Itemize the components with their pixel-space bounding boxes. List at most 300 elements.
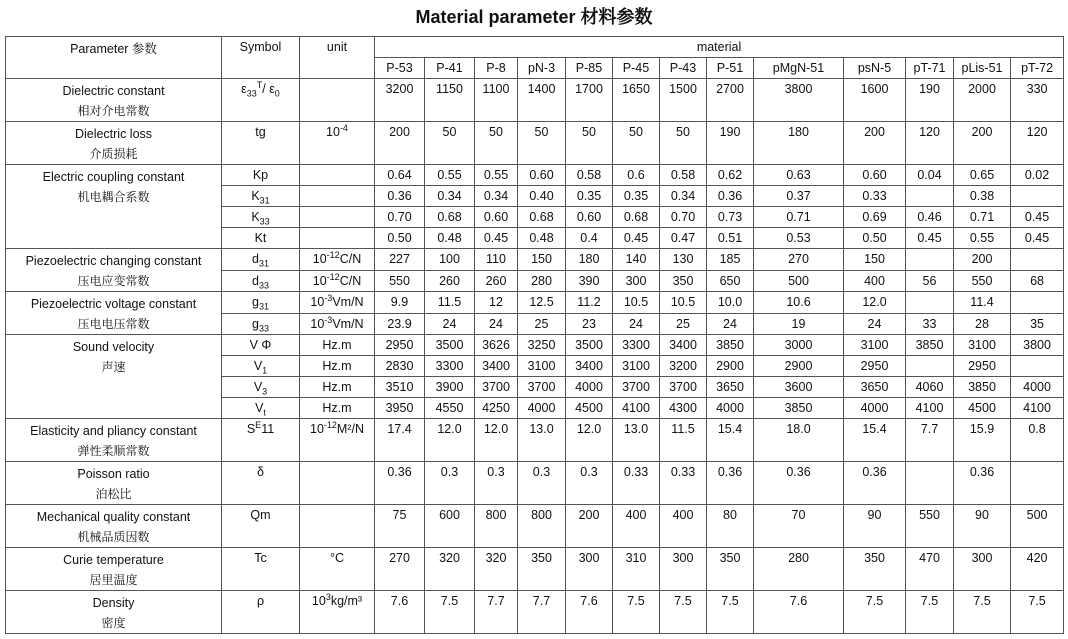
value-cell: 470 [906,548,954,591]
symbol-cell [222,186,300,207]
value-cell [1011,249,1064,271]
parameter-name-cell [6,505,222,548]
unit-cell [300,462,375,505]
value-cell: 0.36 [844,462,906,505]
symbol-cell [222,228,300,249]
table-row [6,505,1064,548]
value-cell: 33 [906,313,954,335]
value-cell: 200 [566,505,613,548]
value-cell: 7.5 [1011,591,1064,634]
value-cell: 0.63 [754,165,844,186]
value-cell: 2830 [375,356,425,377]
unit-base: Hz.m [322,380,352,394]
value-cell: 420 [1011,548,1064,591]
value-cell: 4000 [707,398,754,419]
table-row [6,548,1064,591]
value-cell: 227 [375,249,425,271]
value-cell: 2000 [954,79,1011,122]
value-cell: 650 [707,270,754,292]
value-cell: 4000 [844,398,906,419]
symbol-text: Qm [250,508,271,522]
value-cell: 3200 [375,79,425,122]
material-header-p-45: P-45 [613,58,660,79]
value-cell: 0.33 [660,462,707,505]
value-cell: 0.65 [954,165,1011,186]
value-cell: 330 [1011,79,1064,122]
value-cell: 4060 [906,377,954,398]
value-cell: 90 [844,505,906,548]
value-cell [906,356,954,377]
value-cell: 3850 [906,335,954,356]
material-header-p-53: P-53 [375,58,425,79]
value-cell: 3700 [475,377,518,398]
value-cell: 24 [844,313,906,335]
parameter-name-en: Sound velocity [72,340,155,354]
unit-cell [300,505,375,548]
value-cell: 190 [906,79,954,122]
symbol-cell [222,505,300,548]
value-cell: 3650 [707,377,754,398]
value-cell: 0.36 [375,462,425,505]
unit-cell [300,165,375,186]
parameter-name-en: Piezoelectric voltage constant [30,297,197,311]
value-cell: 350 [707,548,754,591]
value-cell: 200 [375,122,425,165]
material-parameter-table [5,36,1064,634]
symbol-subscript: 33 [258,280,269,291]
value-cell: 550 [954,270,1011,292]
unit-suffix: C/N [339,273,362,288]
value-cell: 390 [566,270,613,292]
symbol-cell [222,591,300,634]
parameter-name-cell [6,462,222,505]
value-cell: 150 [518,249,566,271]
value-cell: 75 [375,505,425,548]
value-cell: 190 [707,122,754,165]
symbol-subscript: 31 [258,301,269,312]
symbol-suffix: 11 [261,422,275,436]
symbol-text: Kt [254,231,267,245]
unit-base: 10 [310,295,325,310]
table-row [6,122,1064,165]
symbol-text: K [251,189,260,203]
value-cell: 28 [954,313,1011,335]
parameter-name-en: Mechanical quality constant [36,510,191,524]
value-cell: 0.47 [660,228,707,249]
parameter-name-cn: 声速 [101,360,126,374]
unit-base: Hz.m [322,338,352,352]
value-cell: 90 [954,505,1011,548]
value-cell [906,292,954,314]
value-cell: 800 [518,505,566,548]
value-cell: 3900 [425,377,475,398]
value-cell: 7.5 [906,591,954,634]
value-cell: 7.6 [566,591,613,634]
value-cell: 2950 [375,335,425,356]
value-cell: 3100 [844,335,906,356]
parameter-name-en: Density [92,596,135,610]
material-header-p-51: P-51 [707,58,754,79]
value-cell: 300 [954,548,1011,591]
value-cell: 50 [566,122,613,165]
value-cell: 270 [754,249,844,271]
value-cell [1011,462,1064,505]
table-row [6,249,1064,271]
unit-exponent: -12 [323,419,337,430]
value-cell: 500 [754,270,844,292]
value-cell: 4500 [566,398,613,419]
value-cell: 1600 [844,79,906,122]
symbol-cell [222,79,300,122]
value-cell: 400 [613,505,660,548]
unit-cell [300,419,375,462]
value-cell: 50 [475,122,518,165]
symbol-text: Tc [254,551,267,565]
parameter-name-cell [6,591,222,634]
value-cell: 300 [566,548,613,591]
value-cell: 550 [375,270,425,292]
value-cell: 3300 [425,356,475,377]
value-cell: 0.36 [954,462,1011,505]
value-cell: 0.04 [906,165,954,186]
value-cell: 0.48 [425,228,475,249]
value-cell: 3250 [518,335,566,356]
symbol-cell [222,462,300,505]
value-cell: 0.71 [754,207,844,228]
value-cell: 19 [754,313,844,335]
unit-exponent: -12 [326,271,340,282]
material-header-p-85: P-85 [566,58,613,79]
value-cell [1011,356,1064,377]
value-cell: 320 [475,548,518,591]
value-cell: 0.02 [1011,165,1064,186]
unit-base: 10 [310,422,324,436]
value-cell: 1650 [613,79,660,122]
symbol-subscript: 3 [262,386,268,397]
value-cell: 0.60 [566,207,613,228]
value-cell: 3700 [613,377,660,398]
value-cell: 0.34 [475,186,518,207]
symbol-superscript: E [255,419,262,430]
value-cell: 130 [660,249,707,271]
value-cell: 2900 [754,356,844,377]
value-cell: 17.4 [375,419,425,462]
value-cell: 150 [844,249,906,271]
table-row [6,292,1064,314]
value-cell: 3100 [518,356,566,377]
value-cell: 11.5 [660,419,707,462]
unit-suffix: Vm/N [332,316,364,331]
value-cell: 4000 [518,398,566,419]
table-row [6,79,1064,122]
value-cell: 12.5 [518,292,566,314]
symbol-text: V [253,359,263,373]
value-cell: 7.7 [906,419,954,462]
value-cell: 0.70 [375,207,425,228]
value-cell: 200 [954,249,1011,271]
value-cell: 110 [475,249,518,271]
value-cell: 4100 [1011,398,1064,419]
unit-cell [300,335,375,356]
value-cell: 0.55 [954,228,1011,249]
value-cell: 0.4 [566,228,613,249]
symbol-subscript: 31 [258,258,269,269]
value-cell: 0.45 [1011,207,1064,228]
value-cell: 3400 [475,356,518,377]
unit-cell [300,548,375,591]
symbol-cell [222,270,300,292]
symbol-text: d [252,273,259,288]
value-cell: 0.68 [425,207,475,228]
symbol-subscript: 33 [258,323,269,334]
value-cell: 35 [1011,313,1064,335]
value-cell: 0.34 [660,186,707,207]
unit-cell [300,313,375,335]
value-cell: 4300 [660,398,707,419]
value-cell: 280 [518,270,566,292]
value-cell: 4250 [475,398,518,419]
symbol-text: δ [257,465,264,479]
value-cell: 70 [754,505,844,548]
symbol-subscript: 31 [259,195,270,206]
unit-cell [300,79,375,122]
value-cell: 12.0 [425,419,475,462]
value-cell: 0.33 [844,186,906,207]
value-cell: 350 [660,270,707,292]
parameter-name-en: Poisson ratio [77,467,150,481]
value-cell: 0.60 [518,165,566,186]
header-symbol: Symbol [222,37,300,79]
parameter-name-cell [6,548,222,591]
parameter-name-cn: 弹性柔顺常数 [77,444,150,458]
value-cell: 7.6 [375,591,425,634]
value-cell: 3400 [660,335,707,356]
table-row [6,335,1064,356]
value-cell: 200 [954,122,1011,165]
symbol-subscript: 33 [259,216,270,227]
symbol-cell [222,122,300,165]
unit-cell [300,356,375,377]
value-cell: 1700 [566,79,613,122]
value-cell: 68 [1011,270,1064,292]
value-cell: 550 [906,505,954,548]
value-cell [906,249,954,271]
symbol-cell [222,335,300,356]
value-cell: 7.5 [425,591,475,634]
value-cell: 3650 [844,377,906,398]
unit-cell [300,207,375,228]
value-cell: 2900 [707,356,754,377]
value-cell: 350 [518,548,566,591]
unit-cell [300,270,375,292]
unit-cell [300,398,375,419]
value-cell: 50 [660,122,707,165]
value-cell: 3100 [954,335,1011,356]
parameter-name-cn: 泊松比 [95,487,132,501]
unit-base: Hz.m [322,401,352,415]
unit-suffix: M²/N [336,422,364,436]
symbol-text: tg [255,125,266,139]
material-header-plis-51: pLis-51 [954,58,1011,79]
symbol-subscript: t [263,407,266,418]
value-cell: 7.5 [707,591,754,634]
symbol-cell [222,207,300,228]
value-cell: 4000 [1011,377,1064,398]
value-cell: 0.38 [954,186,1011,207]
value-cell: 24 [613,313,660,335]
value-cell: 0.58 [566,165,613,186]
value-cell: 0.36 [707,462,754,505]
value-cell: 10.6 [754,292,844,314]
value-cell: 7.7 [518,591,566,634]
value-cell: 0.62 [707,165,754,186]
symbol-suffix: / ε [262,82,275,96]
value-cell: 2700 [707,79,754,122]
header-row [6,37,1064,58]
unit-suffix: Vm/N [332,295,364,310]
symbol-subscript: 0 [274,88,280,99]
value-cell [1011,186,1064,207]
parameter-name-en: Electric coupling constant [42,170,185,184]
symbol-cell [222,419,300,462]
material-header-psn-5: psN-5 [844,58,906,79]
value-cell: 0.3 [518,462,566,505]
value-cell: 120 [906,122,954,165]
value-cell: 0.45 [475,228,518,249]
value-cell: 140 [613,249,660,271]
value-cell: 0.36 [375,186,425,207]
value-cell: 4550 [425,398,475,419]
value-cell: 3626 [475,335,518,356]
unit-cell [300,377,375,398]
value-cell: 0.69 [844,207,906,228]
value-cell: 11.5 [425,292,475,314]
value-cell: 7.6 [754,591,844,634]
parameter-name-cn: 压电电压常数 [77,317,150,331]
parameter-name-cn: 居里温度 [89,573,138,587]
unit-base: 10 [312,273,327,288]
page-title: Material parameter 材料参数 [415,7,653,27]
value-cell: 500 [1011,505,1064,548]
value-cell: 0.50 [844,228,906,249]
symbol-subscript: 33 [246,88,257,99]
value-cell: 1400 [518,79,566,122]
value-cell: 7.5 [844,591,906,634]
value-cell: 3100 [613,356,660,377]
unit-suffix: kg/m³ [330,594,363,608]
value-cell: 7.5 [660,591,707,634]
value-cell: 3850 [754,398,844,419]
symbol-text: ρ [256,594,265,608]
value-cell: 3800 [754,79,844,122]
value-cell: 0.34 [425,186,475,207]
symbol-cell [222,249,300,271]
symbol-text: V [255,401,264,415]
unit-base: 10 [310,316,325,331]
symbol-text: V [253,380,263,394]
value-cell: 15.4 [707,419,754,462]
symbol-cell [222,165,300,186]
value-cell: 0.64 [375,165,425,186]
parameter-name-cn: 相对介电常数 [77,104,150,118]
value-cell: 200 [844,122,906,165]
symbol-text: Kp [252,168,269,182]
value-cell: 50 [425,122,475,165]
symbol-text: K [251,210,260,224]
value-cell: 185 [707,249,754,271]
value-cell: 400 [660,505,707,548]
value-cell: 800 [475,505,518,548]
symbol-cell [222,313,300,335]
value-cell: 100 [425,249,475,271]
unit-exponent: -3 [324,293,333,304]
unit-exponent: 3 [325,591,331,602]
parameter-name-cn: 机械品质因数 [77,530,150,544]
value-cell: 0.68 [613,207,660,228]
value-cell: 12.0 [844,292,906,314]
table-row [6,591,1064,634]
value-cell: 4500 [954,398,1011,419]
symbol-cell [222,377,300,398]
parameter-name-cn: 机电耦合系数 [77,190,150,204]
value-cell: 80 [707,505,754,548]
parameter-name-en: Dielectric loss [74,127,153,141]
value-cell: 18.0 [754,419,844,462]
value-cell: 3600 [754,377,844,398]
value-cell: 11.4 [954,292,1011,314]
value-cell: 0.3 [425,462,475,505]
value-cell: 4100 [906,398,954,419]
unit-cell [300,122,375,165]
value-cell: 320 [425,548,475,591]
value-cell: 300 [613,270,660,292]
value-cell: 0.70 [660,207,707,228]
value-cell: 1100 [475,79,518,122]
material-header-p-8: P-8 [475,58,518,79]
value-cell: 3000 [754,335,844,356]
parameter-name-cell [6,335,222,419]
value-cell: 3200 [660,356,707,377]
value-cell: 0.6 [613,165,660,186]
value-cell: 4100 [613,398,660,419]
value-cell: 10.0 [707,292,754,314]
value-cell: 13.0 [613,419,660,462]
unit-exponent: -12 [326,250,340,261]
value-cell: 7.5 [954,591,1011,634]
value-cell: 0.46 [906,207,954,228]
symbol-text: g [252,295,259,310]
value-cell: 0.51 [707,228,754,249]
value-cell: 24 [707,313,754,335]
symbol-cell [222,292,300,314]
symbol-cell [222,398,300,419]
value-cell: 3400 [566,356,613,377]
value-cell: 10.5 [660,292,707,314]
table-row [6,462,1064,505]
value-cell [906,186,954,207]
value-cell: 50 [613,122,660,165]
header-material: material [375,37,1064,58]
unit-cell [300,292,375,314]
value-cell: 350 [844,548,906,591]
value-cell: 25 [660,313,707,335]
unit-exponent: -3 [324,314,333,325]
value-cell: 3500 [425,335,475,356]
value-cell: 3800 [1011,335,1064,356]
parameter-name-cell [6,79,222,122]
value-cell: 12.0 [475,419,518,462]
value-cell: 24 [425,313,475,335]
